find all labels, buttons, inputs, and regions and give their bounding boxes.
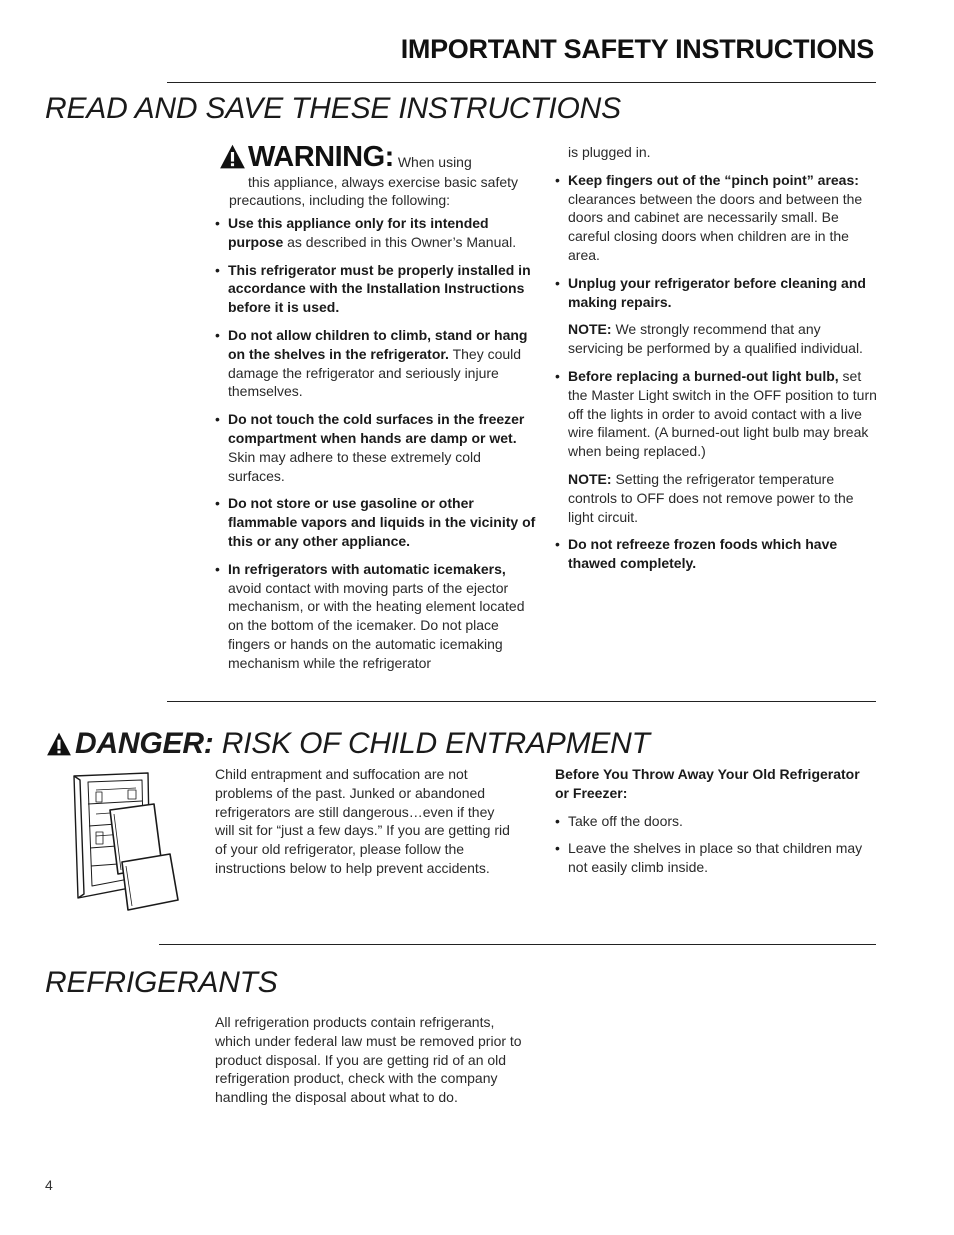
safety-item: • Use this appliance only for its intended purpose as described in this Owner’s Manual. — [215, 214, 537, 252]
safety-item: • Do not store or use gasoline or other flammable vapors and liquids in the vicinity of this or any other appliance. — [215, 494, 537, 550]
safety-item: • Do not allow children to climb, stand or hang on the shelves in the refrigerator. They could damage the refrigerator and seriously injure themselves. — [215, 326, 537, 401]
open-refrigerator-illustration — [66, 770, 182, 912]
safety-item: • Do not touch the cold surfaces in the freezer compartment when hands are damp or wet. Skin may adhere to these extremely cold surfaces. — [215, 410, 537, 485]
right-safety-list — [555, 171, 879, 312]
safety-item: • Keep fingers out of the “pinch point” areas: clearances between the doors and between the doors and cabinet are necessarily small. Be careful closing doors when children are in the area. — [555, 171, 879, 265]
safety-item: • Before replacing a burned-out light bulb, set the Master Light switch in the OFF position to turn off the lights in order to avoid contact with a live wire filament. (A burned-out light bulb may break when being replaced.) — [555, 367, 879, 461]
danger-label: DANGER: — [75, 727, 214, 760]
disposal-steps — [555, 812, 877, 877]
header-divider — [167, 82, 876, 83]
warning-intro-line-3: precautions, including the following: — [229, 192, 451, 208]
disposal-step: • Take off the doors. — [555, 812, 877, 831]
safety-item: • This refrigerator must be properly installed in accordance with the Installation Instructions before it is used. — [215, 261, 537, 317]
page-header-title: IMPORTANT SAFETY INSTRUCTIONS — [400, 34, 874, 64]
danger-triangle-icon — [45, 731, 73, 757]
warning-left-column — [215, 214, 537, 682]
danger-section-title — [45, 727, 650, 761]
warning-intro-line-1: When using — [397, 154, 472, 170]
continuation-text: is plugged in. — [568, 144, 651, 160]
safety-item: • Unplug your refrigerator before cleaning and making repairs. — [555, 274, 879, 312]
read-section-title: READ AND SAVE THESE INSTRUCTIONS — [45, 92, 621, 125]
warning-right-column — [555, 143, 879, 582]
left-safety-list — [215, 214, 537, 673]
warning-intro-line-2: this appliance, always exercise basic safety — [248, 174, 519, 190]
warning-block — [219, 142, 539, 172]
refrigerants-paragraph: All refrigeration products contain refrigerants, which under federal law must be removed prior to product disposal. If you are getting rid of an old refrigeration product, check with the company handling the disposal about what to do. — [215, 1014, 522, 1106]
safety-item: • Do not refreeze frozen foods which have thawed completely. — [555, 535, 879, 573]
disposal-subheading: Before You Throw Away Your Old Refrigerator or Freezer: — [555, 766, 860, 801]
note-temperature: NOTE: Setting the refrigerator temperature controls to OFF does not remove power to the light circuit. — [568, 470, 854, 525]
warning-label: WARNING: — [248, 141, 394, 173]
right-safety-list-3 — [555, 535, 879, 573]
disposal-step: • Leave the shelves in place so that children may not easily climb inside. — [555, 839, 877, 877]
danger-title-text: RISK OF CHILD ENTRAPMENT — [213, 727, 650, 760]
danger-paragraph: Child entrapment and suffocation are not problems of the past. Junked or abandoned refrigerators are still dangerous…even if they will sit for “just a few days.” If you are getting rid of your old refrigerator, please follow the instructions below to help prevent accidents. — [215, 766, 510, 876]
section-divider-2 — [159, 944, 876, 945]
refrigerants-section-title: REFRIGERANTS — [45, 966, 278, 999]
section-divider-1 — [167, 701, 876, 702]
page-number: 4 — [45, 1177, 53, 1193]
warning-triangle-icon — [219, 143, 246, 170]
safety-item: • In refrigerators with automatic icemakers, avoid contact with moving parts of the ejector mechanism, or with the heating element located on the bottom of the icemaker. Do not place fingers or hands on the automatic icemaking mechanism while the refrigerator — [215, 560, 537, 673]
disposal-instructions — [555, 765, 877, 886]
right-safety-list-2 — [555, 367, 879, 461]
note-servicing: NOTE: We strongly recommend that any servicing be performed by a qualified individual. — [568, 321, 863, 357]
